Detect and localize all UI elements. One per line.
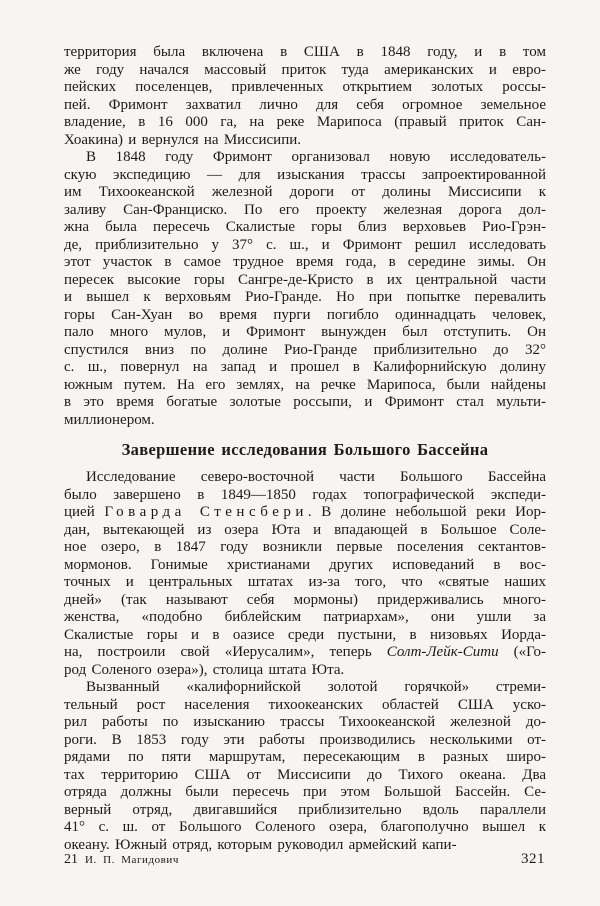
text-segment: на, построили свой «Иерусалим», теперь <box>64 644 387 660</box>
text-line <box>64 184 546 202</box>
text-line <box>64 377 546 395</box>
text-segment: ное озеро, в 1847 году возникли первые поселения сектантов- <box>64 539 546 555</box>
text-line <box>64 749 546 767</box>
text-segment: заливу Сан-Франциско. По его проекту железная дорога дол- <box>64 201 546 218</box>
text-line <box>64 219 546 237</box>
text-segment: было завершено в 1849—1850 годах топографической экспеди- <box>64 486 546 503</box>
text-segment: пей. Фримонт захватил лично для себя огромное земельное <box>64 96 546 113</box>
text-line <box>64 412 546 430</box>
text-segment: дней» (так называют себя мормоны) придерживались много- <box>64 591 546 608</box>
text-segment: рил работы по изысканию трассы Тихоокеанской железной до- <box>64 714 546 730</box>
text-line <box>64 819 546 837</box>
text-line <box>64 272 546 290</box>
text-segment: рядами по пяти маршрутам, пересекающим в разных широ- <box>64 749 546 765</box>
text-segment: пересек высокие горы Сангре-де-Кристо в их центральной части <box>64 271 546 288</box>
text-line <box>64 114 546 132</box>
text-line <box>64 237 546 255</box>
text-line <box>64 539 546 557</box>
text-segment: в это время богатые золотые россыпи, и Фримонт стал мульти- <box>64 394 546 410</box>
text-line <box>64 342 546 360</box>
text-line <box>64 504 546 522</box>
text-line <box>64 767 546 785</box>
paragraph <box>64 679 546 854</box>
paragraph <box>64 149 546 429</box>
text-segment: миллионером. <box>64 411 155 428</box>
text-segment: Исследование северо-восточной части Большого Бассейна <box>86 469 546 485</box>
text-segment: же году начался массовый приток туда американских и евро- <box>64 61 546 78</box>
text-segment: Вызванный «калифорнийской золотой горячкой» стреми- <box>86 679 546 695</box>
text-segment: владение, в 16 000 га, на реке Марипоса (правый приток Сан- <box>64 114 546 130</box>
text-line <box>64 557 546 575</box>
text-segment: южным путем. На его землях, на речке Марипоса, были найдены <box>64 376 546 393</box>
text-line <box>64 627 546 645</box>
author-name: И. П. Магидович <box>85 854 179 866</box>
text-segment: пало много мулов, и Фримонт вынужден был отступить. Он <box>64 324 546 340</box>
text-segment: 41° с. ш. от Большого Соленого озера, благополучно вышел к <box>64 819 546 835</box>
text-segment: горы Сан-Хуан во время пурги погибло одиннадцать человек, <box>64 306 546 323</box>
text-segment: этот участок в самое трудное время года, в середине зимы. Он <box>64 254 546 270</box>
text-segment: . В долине небольшой реки Иор- <box>307 504 546 520</box>
text-column <box>64 44 546 854</box>
text-line <box>64 307 546 325</box>
text-segment: и вышел к верховьям Рио-Гранде. Но при попытке перевалить <box>64 289 546 305</box>
text-segment: тах территорию США от Миссисипи до Тихого океана. Два <box>64 766 546 783</box>
italic-text-segment: Солт-Лейк-Сити <box>386 644 499 660</box>
text-segment: отряда должны были пересечь при этом Большой Бассейн. Се- <box>64 784 546 800</box>
text-segment: океану. Южный отряд, которым руководил армейский капи- <box>64 836 457 853</box>
text-segment: верный отряд, двигавшийся приблизительно вдоль параллели <box>64 801 546 818</box>
text-line <box>64 592 546 610</box>
text-segment: де, приблизительно у 37° с. ш., и Фримонт решил исследовать <box>64 236 546 253</box>
text-segment: мормонов. Гонимые христианами других исповеданий в вос- <box>64 556 546 573</box>
text-line <box>64 662 546 680</box>
page-footer <box>64 851 545 868</box>
text-segment: им Тихоокеанской железной дороги от долины Миссисипи к <box>64 184 546 200</box>
text-line <box>64 44 546 62</box>
text-line <box>64 97 546 115</box>
text-line <box>64 132 546 150</box>
signature-number: 21 <box>64 852 78 867</box>
text-segment: пейских поселенцев, привлеченных открытием золотых россы- <box>64 79 546 95</box>
paragraph <box>64 469 546 679</box>
text-segment: цией <box>64 504 105 520</box>
text-line <box>64 732 546 750</box>
text-line <box>64 62 546 80</box>
text-segment: с. ш., повернул на запад и прошел в Калифорнийскую долину <box>64 359 546 375</box>
text-segment: женства, «подобно библейским патриархам», они ушли за <box>64 609 546 625</box>
paragraph <box>64 44 546 149</box>
page-number: 321 <box>521 851 545 867</box>
text-line <box>64 149 546 167</box>
text-segment: тельный рост населения тихоокеанских областей США уско- <box>64 696 546 713</box>
text-line <box>64 802 546 820</box>
text-segment: Хоакина) и вернулся на Миссисипи. <box>64 131 302 148</box>
text-line <box>64 202 546 220</box>
text-line <box>64 79 546 97</box>
text-line <box>64 522 546 540</box>
text-line <box>64 324 546 342</box>
text-line <box>64 394 546 412</box>
signature-group <box>64 852 179 868</box>
text-line <box>64 487 546 505</box>
text-line <box>64 167 546 185</box>
text-segment: В 1848 году Фримонт организовал новую исследователь- <box>86 149 546 165</box>
text-segment: точных и центральных штатах из-за того, что «святые наших <box>64 574 546 590</box>
text-segment: дан, вытекающей из озера Юта и впадающей в Большое Соле- <box>64 521 546 538</box>
text-segment: жна была пересечь Скалистые горы близ верховьев Рио-Грэн- <box>64 219 546 235</box>
text-line <box>64 784 546 802</box>
text-line <box>64 359 546 377</box>
section-heading: Завершение исследования Большого Бассейна <box>121 440 489 459</box>
text-line <box>64 679 546 697</box>
text-segment: Скалистые горы и в оазисе среди пустыни, в низовьях Иорда- <box>64 626 546 643</box>
text-segment: роги. В 1853 году эти работы производились несколькими от- <box>64 731 546 748</box>
text-segment: территория была включена в США в 1848 году, и в том <box>64 44 546 60</box>
text-line <box>64 644 546 662</box>
text-line <box>64 469 546 487</box>
text-line <box>64 574 546 592</box>
text-segment: спустился вниз по долине Рио-Гранде приблизительно до 32° <box>64 341 546 358</box>
text-segment: род Соленого озера»), столица штата Юта. <box>64 661 345 678</box>
text-line <box>64 697 546 715</box>
text-line <box>64 254 546 272</box>
text-line <box>64 714 546 732</box>
text-line <box>64 289 546 307</box>
text-segment: («Го- <box>498 644 546 660</box>
text-segment: скую экспедицию — для изыскания трассы запроектированной <box>64 166 546 183</box>
spaced-text-segment: Говарда Стенсбери <box>104 504 308 520</box>
text-line <box>64 609 546 627</box>
